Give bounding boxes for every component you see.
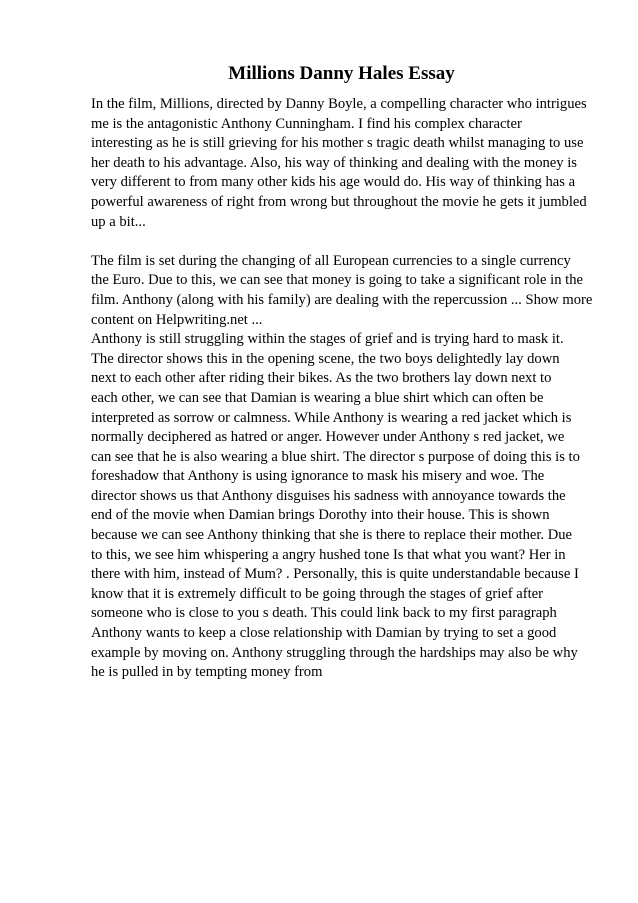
- paragraph-line: someone who is close to you s death. This could link back to my first paragraph: [91, 605, 557, 622]
- paragraph-line: can see that he is also wearing a blue shirt. The director s purpose of doing this is to: [91, 448, 580, 465]
- paragraph-line: to this, we see him whispering a angry hushed tone Is that what you want? Her in: [91, 546, 566, 563]
- paragraph-line: powerful awareness of right from wrong but throughout the movie he gets it jumbled: [91, 193, 587, 210]
- paragraph-line: director shows us that Anthony disguises his sadness with annoyance towards the: [91, 487, 566, 504]
- paragraph-line: next to each other after riding their bikes. As the two brothers lay down next to: [91, 370, 552, 387]
- page-title: Millions Danny Hales Essay: [228, 63, 455, 84]
- paragraph-line: know that it is extremely difficult to be going through the stages of grief after: [91, 585, 544, 602]
- paragraph-line: there with him, instead of Mum? . Personally, this is quite understandable because I: [91, 566, 579, 583]
- paragraph-line: In the film, Millions, directed by Danny Boyle, a compelling character who intrigues: [91, 96, 587, 112]
- paragraph-line: interpreted as sorrow or calmness. While Anthony is wearing a red jacket which is: [91, 409, 572, 426]
- paragraph-line: very different to from many other kids his age would do. His way of thinking has a: [91, 174, 576, 191]
- paragraph-line: up a bit...: [91, 213, 146, 230]
- paragraph-line: foreshadow that Anthony is using ignorance to mask his misery and woe. The: [91, 468, 545, 485]
- paragraph-line: end of the movie when Damian brings Dorothy into their house. This is shown: [91, 507, 550, 524]
- paragraph-gap: [91, 232, 601, 252]
- paragraph-line: Anthony wants to keep a close relationship with Damian by trying to set a good: [91, 625, 557, 642]
- paragraph-line: Anthony is still struggling within the stages of grief and is trying hard to mask it.: [91, 331, 564, 348]
- paragraph-line: because we can see Anthony thinking that she is there to replace their mother. Due: [91, 527, 573, 544]
- paragraph-line: The film is set during the changing of all European currencies to a single currency: [91, 252, 571, 269]
- paragraph-line: her death to his advantage. Also, his way of thinking and dealing with the money is: [91, 154, 577, 171]
- paragraph-line: The director shows this in the opening scene, the two boys delightedly lay down: [91, 350, 560, 367]
- paragraph-line: interesting as he is still grieving for his mother s tragic death whilst managing to use: [91, 135, 584, 152]
- paragraph-line: normally deciphered as hatred or anger. However under Anthony s red jacket, we: [91, 429, 565, 446]
- essay-body: [91, 95, 601, 683]
- paragraph-line: me is the antagonistic Anthony Cunningham. I find his complex character: [91, 115, 522, 132]
- paragraph-line: he is pulled in by tempting money from: [91, 664, 323, 681]
- paragraph-line: content on Helpwriting.net ...: [91, 311, 263, 328]
- paragraph-line: the Euro. Due to this, we can see that money is going to take a significant role in the: [91, 272, 584, 289]
- paragraph-line: film. Anthony (along with his family) are dealing with the repercussion ... Show more: [91, 291, 593, 308]
- paragraph-line: each other, we can see that Damian is wearing a blue shirt which can often be: [91, 389, 544, 406]
- paragraph-line: example by moving on. Anthony struggling through the hardships may also be why: [91, 644, 578, 661]
